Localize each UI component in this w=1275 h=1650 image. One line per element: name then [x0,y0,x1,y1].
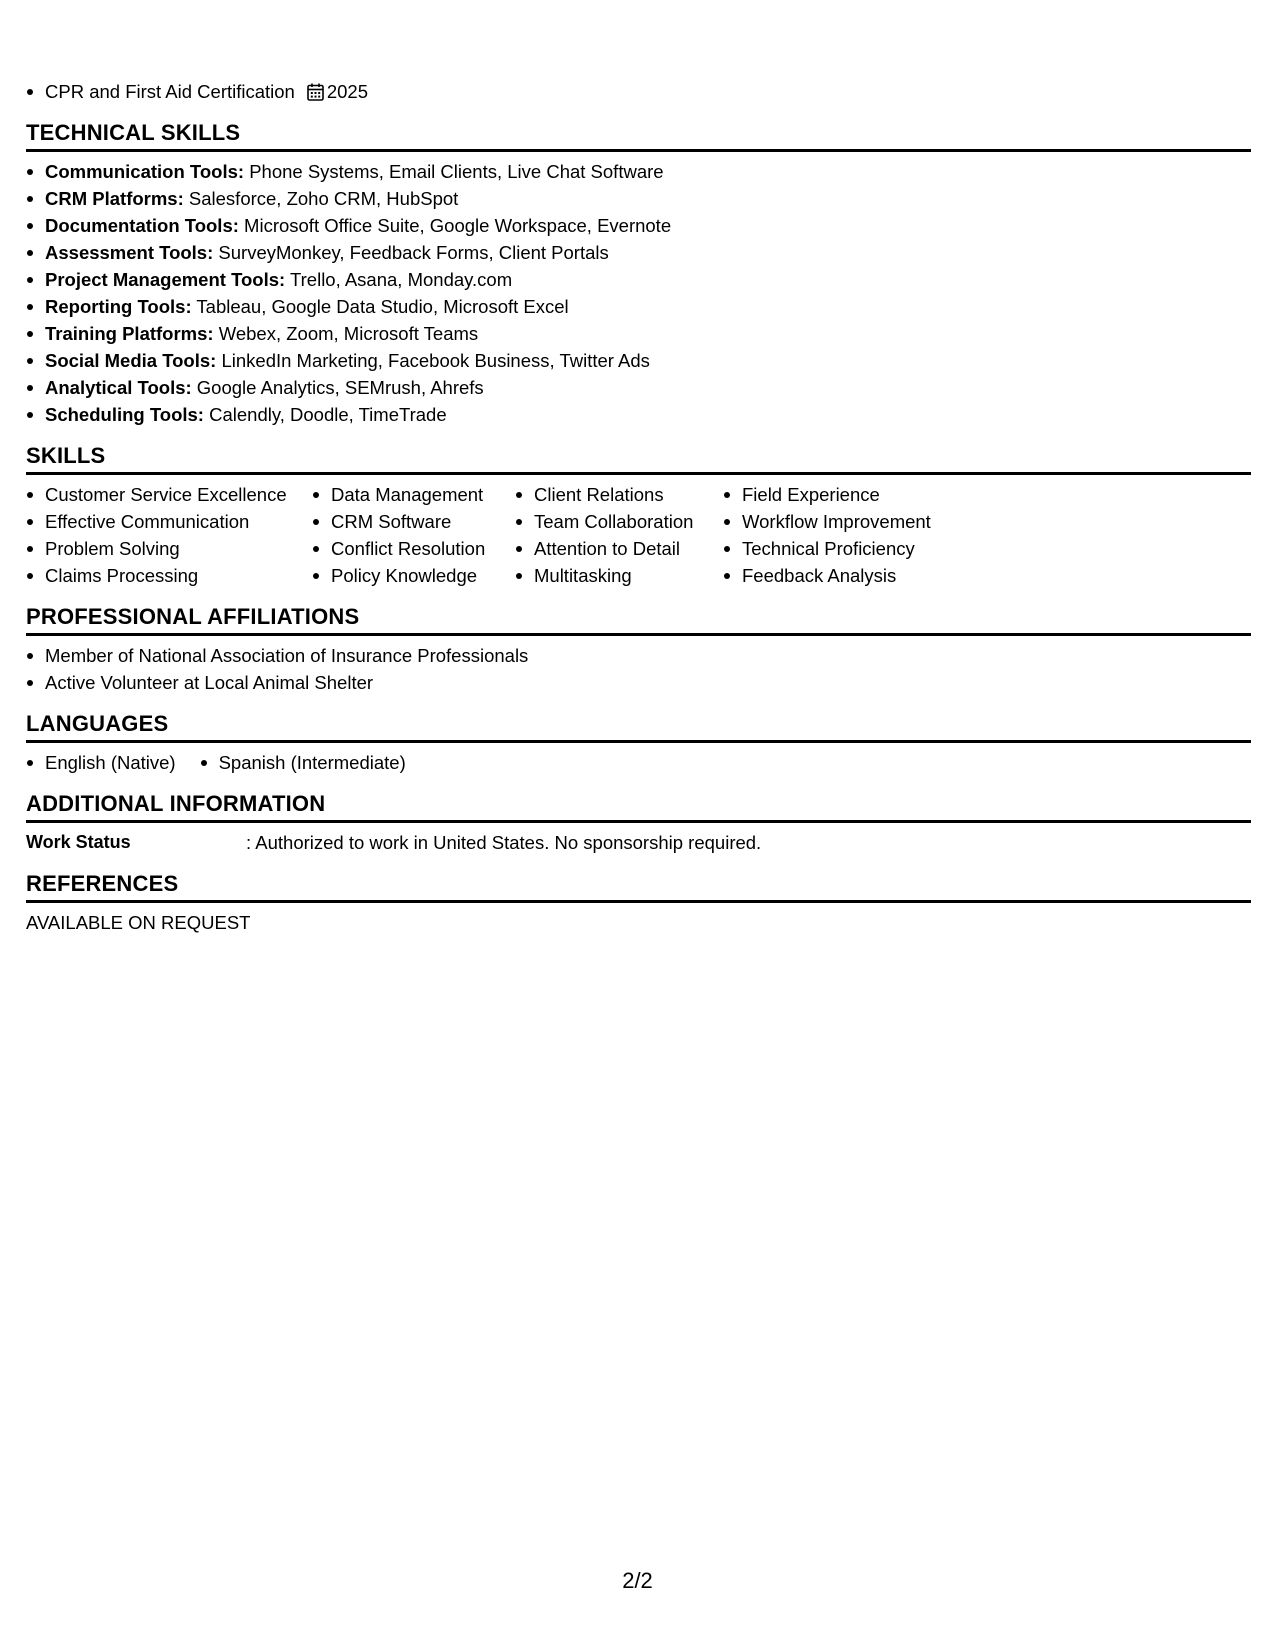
technical-skill-item [26,401,1251,428]
references-text: AVAILABLE ON REQUEST [26,912,251,933]
skill-category-label: Documentation Tools: [45,215,239,236]
skills-heading: SKILLS [26,442,1251,475]
affiliations-list [26,642,1251,696]
skill-item: Policy Knowledge [312,562,515,589]
page-number: 2/2 [622,1568,653,1593]
technical-skills-section [26,119,1251,428]
skill-category-value: Salesforce, Zoho CRM, HubSpot [188,188,459,209]
technical-skill-item [26,320,1251,347]
affiliations-heading: PROFESSIONAL AFFILIATIONS [26,603,1251,636]
work-status-value: : Authorized to work in United States. No sponsorship required. [246,832,762,853]
additional-info-section [26,790,1251,856]
affiliation-item: Member of National Association of Insurance Professionals [26,642,1251,669]
skills-section [26,442,1251,589]
calendar-icon [307,83,324,101]
skill-category-label: Social Media Tools: [45,350,217,371]
skills-column [312,481,515,589]
certification-name: CPR and First Aid Certification [45,81,295,102]
skill-item: Client Relations [515,481,723,508]
skill-item: Customer Service Excellence [26,481,312,508]
certification-item [26,78,1251,105]
skills-column [723,481,983,589]
technical-skill-item [26,293,1251,320]
language-item: Spanish (Intermediate) [200,749,406,776]
technical-skills-list [26,158,1251,428]
references-section [26,870,1251,936]
skill-item: Feedback Analysis [723,562,983,589]
skill-item: Multitasking [515,562,723,589]
skill-category-value: Webex, Zoom, Microsoft Teams [218,323,479,344]
language-item: English (Native) [26,749,176,776]
skill-item: Data Management [312,481,515,508]
languages-list [26,749,1251,776]
references-heading: REFERENCES [26,870,1251,903]
skill-item: Problem Solving [26,535,312,562]
work-status-row [26,829,1251,856]
skill-category-value: LinkedIn Marketing, Facebook Business, Twitter Ads [221,350,650,371]
skill-category-label: CRM Platforms: [45,188,184,209]
skills-grid [26,481,1251,589]
skill-item: Effective Communication [26,508,312,535]
affiliation-item: Active Volunteer at Local Animal Shelter [26,669,1251,696]
skill-category-value: Tableau, Google Data Studio, Microsoft Excel [196,296,569,317]
certification-year: 2025 [326,81,368,102]
skill-category-label: Assessment Tools: [45,242,214,263]
skills-column [26,481,312,589]
skill-category-value: Trello, Asana, Monday.com [290,269,513,290]
skill-item: Team Collaboration [515,508,723,535]
skill-item: Workflow Improvement [723,508,983,535]
technical-skill-item [26,347,1251,374]
technical-skill-item [26,374,1251,401]
work-status-label: Work Status [26,832,131,852]
skill-category-value: Google Analytics, SEMrush, Ahrefs [196,377,484,398]
skill-item: Claims Processing [26,562,312,589]
technical-skill-item [26,185,1251,212]
languages-section [26,710,1251,776]
skill-category-label: Scheduling Tools: [45,404,204,425]
skill-item: Field Experience [723,481,983,508]
skill-category-value: Phone Systems, Email Clients, Live Chat Software [249,161,664,182]
additional-info-heading: ADDITIONAL INFORMATION [26,790,1251,823]
skill-item: CRM Software [312,508,515,535]
skill-category-value: Calendly, Doodle, TimeTrade [209,404,447,425]
skill-category-label: Reporting Tools: [45,296,192,317]
skill-category-label: Project Management Tools: [45,269,286,290]
skill-item: Attention to Detail [515,535,723,562]
resume-page [26,78,1251,936]
affiliations-section [26,603,1251,696]
technical-skill-item [26,158,1251,185]
technical-skill-item [26,266,1251,293]
languages-heading: LANGUAGES [26,710,1251,743]
skill-category-label: Training Platforms: [45,323,214,344]
technical-skill-item [26,212,1251,239]
skill-category-value: SurveyMonkey, Feedback Forms, Client Portals [218,242,609,263]
technical-skill-item [26,239,1251,266]
skills-column [515,481,723,589]
skill-category-value: Microsoft Office Suite, Google Workspace, Evernote [244,215,672,236]
skill-item: Technical Proficiency [723,535,983,562]
skill-category-label: Communication Tools: [45,161,245,182]
technical-skills-heading: TECHNICAL SKILLS [26,119,1251,152]
skill-item: Conflict Resolution [312,535,515,562]
certification-list [26,78,1251,105]
skill-category-label: Analytical Tools: [45,377,192,398]
